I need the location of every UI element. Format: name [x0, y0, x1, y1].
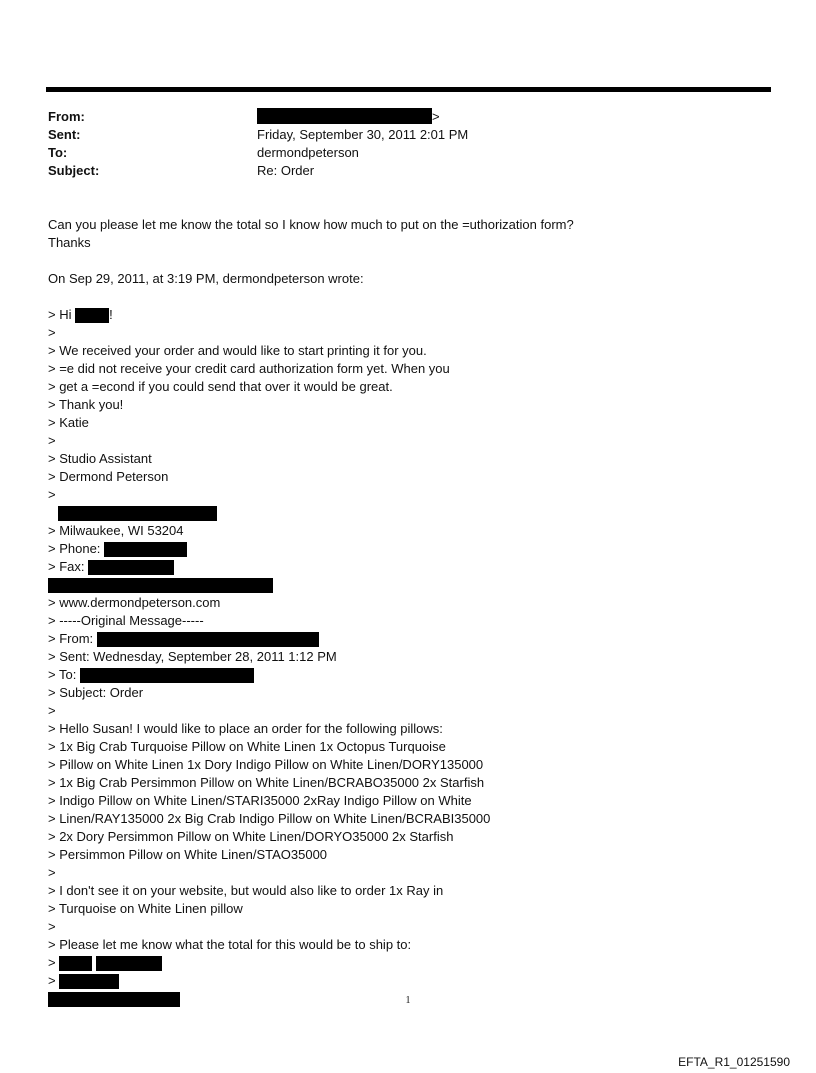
quoted-line: > 1x Big Crab Persimmon Pillow on White Linen/BCRABO35000 2x Starfish	[48, 775, 485, 790]
original-from-label: > From:	[48, 631, 94, 646]
quote-marker: >	[48, 973, 56, 988]
subject-label: Subject:	[48, 163, 100, 178]
redaction-box	[88, 560, 174, 575]
original-sent-line: > Sent: Wednesday, September 28, 2011 1:12 PM	[48, 649, 337, 664]
greeting-suffix: !	[109, 307, 113, 322]
body-line: Can you please let me know the total so I know how much to put on the =uthorization form?	[48, 217, 574, 232]
redaction-box	[59, 956, 92, 971]
email-body	[48, 216, 768, 1008]
fax-line	[48, 558, 768, 576]
to-label: To:	[48, 145, 68, 160]
to-row	[48, 144, 748, 162]
redaction-box	[58, 506, 217, 521]
quoted-line: > I don't see it on your website, but would also like to order 1x Ray in	[48, 883, 444, 898]
quote-intro: On Sep 29, 2011, at 3:19 PM, dermondpeterson wrote:	[48, 271, 364, 286]
quoted-line: > Linen/RAY135000 2x Big Crab Indigo Pillow on White Linen/BCRABI35000	[48, 811, 491, 826]
original-subject-line: > Subject: Order	[48, 685, 144, 700]
from-value	[257, 108, 440, 126]
sent-row	[48, 126, 748, 144]
from-row	[48, 108, 748, 126]
from-suffix: >	[432, 109, 440, 124]
greeting-line	[48, 306, 768, 324]
email-header	[48, 108, 748, 180]
quoted-line: > Turquoise on White Linen pillow	[48, 901, 243, 916]
quoted-line: > 2x Dory Persimmon Pillow on White Linen/DORYO35000 2x Starfish	[48, 829, 454, 844]
redacted-address-line	[48, 954, 768, 972]
header-rule	[46, 87, 771, 92]
quoted-line: > Katie	[48, 415, 89, 430]
quoted-line: >	[48, 487, 56, 502]
quoted-line: > =e did not receive your credit card authorization form yet. When you	[48, 361, 450, 376]
redaction-box	[48, 578, 273, 593]
quoted-line: > Milwaukee, WI 53204	[48, 523, 184, 538]
phone-line	[48, 540, 768, 558]
quoted-line: > Please let me know what the total for this would be to ship to:	[48, 937, 412, 952]
subject-row	[48, 162, 748, 180]
quoted-line: >	[48, 865, 56, 880]
document-id: EFTA_R1_01251590	[678, 1055, 790, 1069]
quoted-line: > Dermond Peterson	[48, 469, 169, 484]
website-line: > www.dermondpeterson.com	[48, 595, 221, 610]
redaction-box	[59, 974, 119, 989]
original-from-line	[48, 630, 768, 648]
blank-line	[48, 288, 768, 306]
redaction-box	[80, 668, 254, 683]
page-number: 1	[405, 995, 411, 1006]
quote-marker: >	[48, 955, 56, 970]
original-to-label: > To:	[48, 667, 77, 682]
quoted-line: > Studio Assistant	[48, 451, 152, 466]
redacted-line	[48, 576, 768, 594]
quoted-line: > Hello Susan! I would like to place an order for the following pillows:	[48, 721, 443, 736]
blank-line	[48, 252, 768, 270]
redacted-address-line	[48, 972, 768, 990]
sent-value: Friday, September 30, 2011 2:01 PM	[257, 127, 469, 142]
quoted-line: >	[48, 325, 56, 340]
greeting-prefix: > Hi	[48, 307, 76, 322]
quoted-line: >	[48, 919, 56, 934]
quoted-line: > We received your order and would like to start printing it for you.	[48, 343, 427, 358]
quoted-line: > Pillow on White Linen 1x Dory Indigo Pillow on White Linen/DORY135000	[48, 757, 484, 772]
redaction-box	[96, 956, 162, 971]
from-label: From:	[48, 109, 85, 124]
redaction-box	[257, 108, 432, 124]
redaction-box	[104, 542, 187, 557]
quoted-line: > Thank you!	[48, 397, 124, 412]
to-value: dermondpeterson	[257, 145, 359, 160]
redaction-box	[75, 308, 109, 323]
redacted-line	[48, 504, 768, 522]
body-line: Thanks	[48, 235, 91, 250]
original-to-line	[48, 666, 768, 684]
quoted-line: > Persimmon Pillow on White Linen/STAO35000	[48, 847, 328, 862]
quoted-line: >	[48, 703, 56, 718]
quoted-line: > Indigo Pillow on White Linen/STARI35000 2xRay Indigo Pillow on White	[48, 793, 472, 808]
quoted-line: > get a =econd if you could send that over it would be great.	[48, 379, 393, 394]
fax-label: > Fax:	[48, 559, 85, 574]
quoted-line: > 1x Big Crab Turquoise Pillow on White Linen 1x Octopus Turquoise	[48, 739, 446, 754]
quoted-line: > -----Original Message-----	[48, 613, 204, 628]
phone-label: > Phone:	[48, 541, 101, 556]
quoted-line: >	[48, 433, 56, 448]
sent-label: Sent:	[48, 127, 81, 142]
redaction-box	[97, 632, 319, 647]
subject-value: Re: Order	[257, 163, 315, 178]
